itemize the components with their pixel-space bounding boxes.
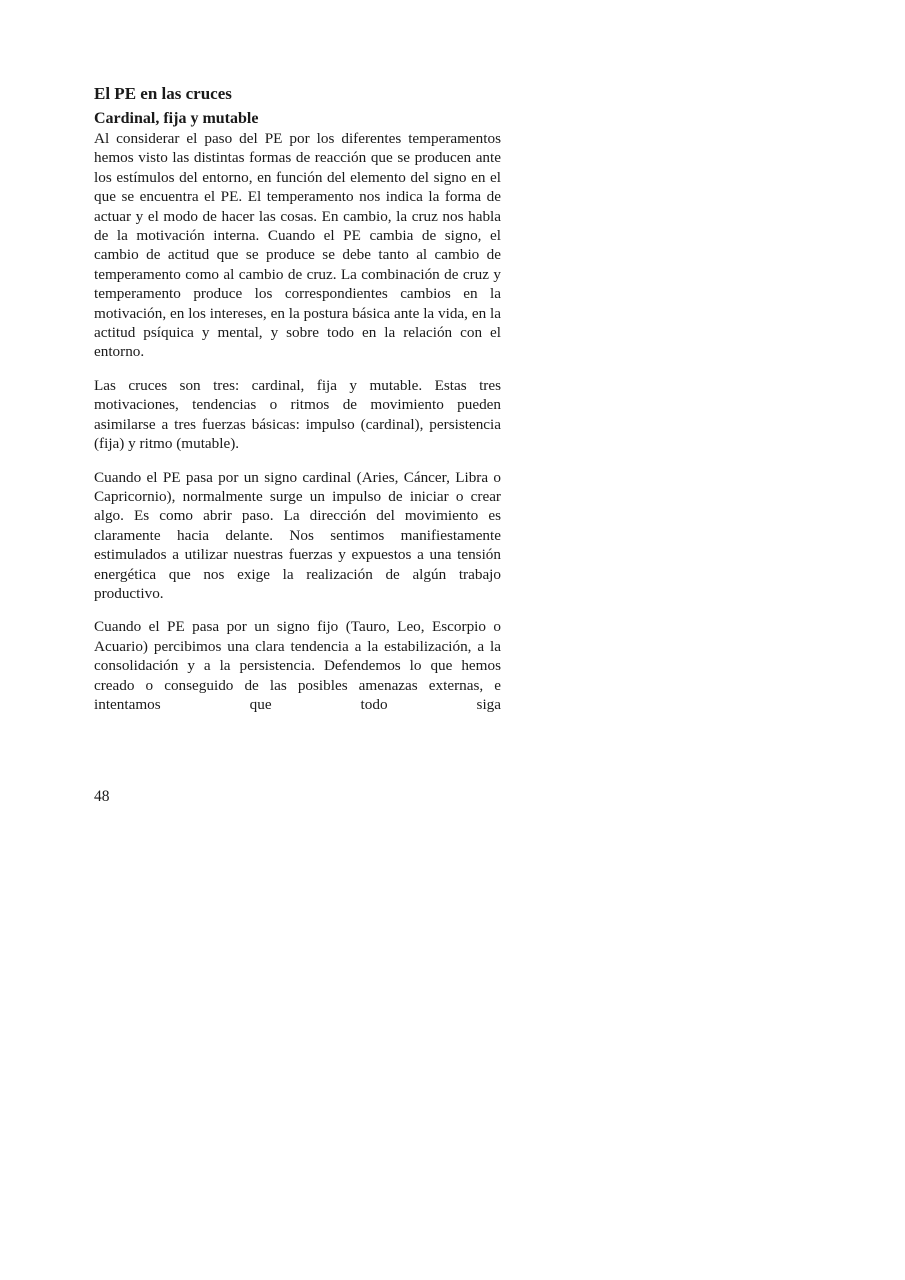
paragraph-2: Las cruces son tres: cardinal, fija y mutable. Estas tres motivaciones, tendencias o ritmos de movimiento pueden asimilarse a tres fuerzas básicas: impulso (cardinal), persistencia (fija) y ritmo (mutable).	[94, 376, 501, 453]
paragraph-3: Cuando el PE pasa por un signo cardinal (Aries, Cáncer, Libra o Capricornio), normalmente surge un impulso de iniciar o crear algo. Es como abrir paso. La dirección del movimiento es claramente hacia delante. Nos sentimos manifiestamente estimulados a utilizar nuestras fuerzas y expuestos a una tensión energética que nos exige la realización de algún trabajo productivo.	[94, 468, 501, 602]
subsection-title: Cardinal, fija y mutable	[94, 110, 259, 127]
page-number: 48	[94, 788, 110, 805]
section-title: El PE en las cruces	[94, 84, 232, 103]
paragraph-4: Cuando el PE pasa por un signo fijo (Tauro, Leo, Escorpio o Acuario) percibimos una clara tendencia a la estabilización, a la consolidación y a la persistencia. Defendemos lo que hemos creado o conseguido de las posibles amenazas externas, e intentamos que todo siga	[94, 618, 501, 713]
paragraph-1: Al considerar el paso del PE por los diferentes temperamentos hemos visto las distintas formas de reacción que se producen ante los estímulos del entorno, en función del elemento del signo en el que se encuentra el PE. El temperamento nos indica la forma de actuar y el modo de hacer las cosas. En cambio, la cruz nos habla de la motivación interna. Cuando el PE cambia de signo, el cambio de actitud que se produce se debe tanto al cambio de temperamento como al cambio de cruz. La combinación de cruz y temperamento produce los correspondientes cambios en la motivación, en los intereses, en la postura básica ante la vida, en la actitud psíquica y mental, y sobre todo en la relación con el entorno.	[94, 130, 501, 361]
text-column	[94, 83, 501, 728]
